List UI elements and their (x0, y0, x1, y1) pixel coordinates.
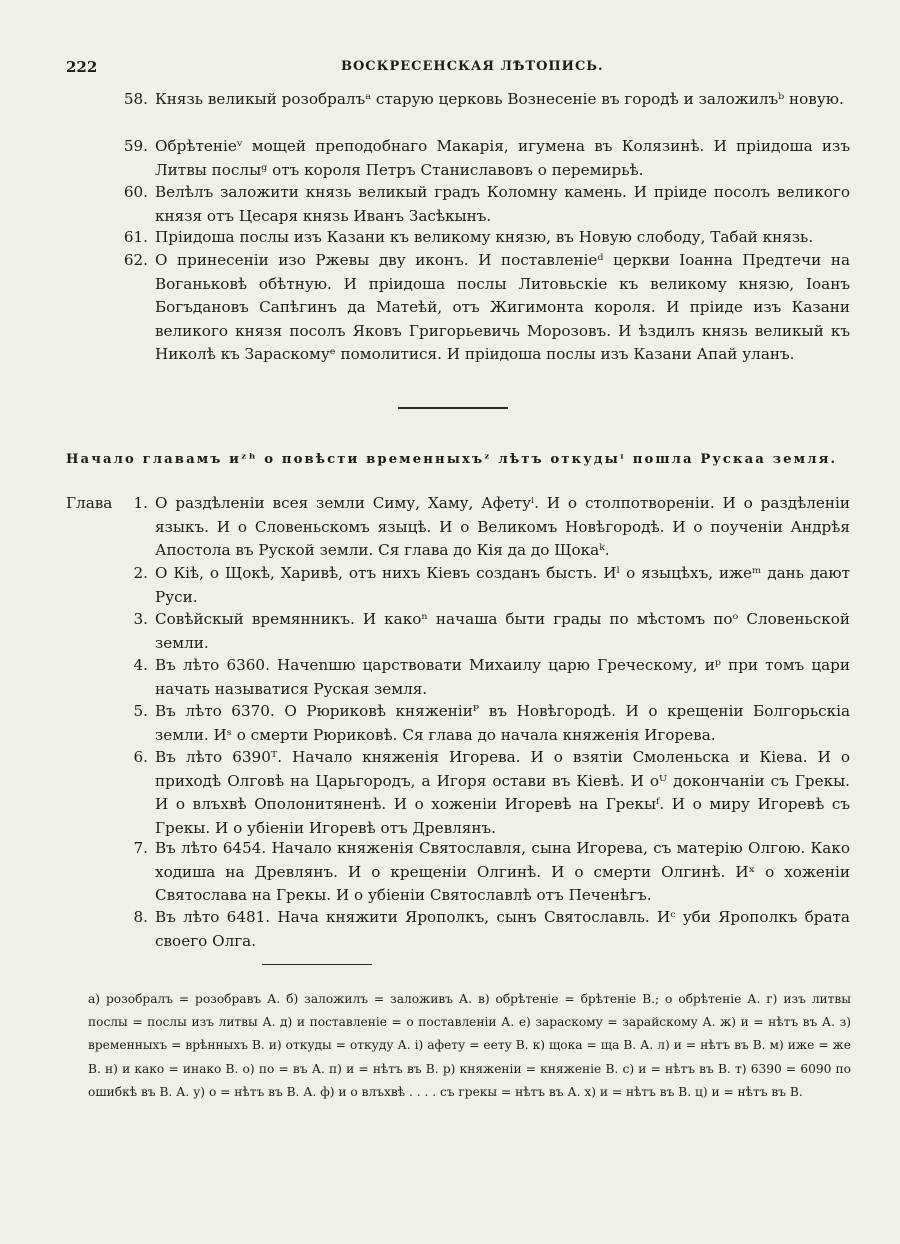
chapter-entry (108, 562, 850, 609)
entry-text: Князь великый розобралъᵃ старую церковь Вознесеніе въ городѣ и заложилъᵇ новую. (155, 90, 844, 108)
chapter-entry (108, 837, 850, 908)
chapter-number: 6. (133, 748, 148, 766)
chapter-entry (108, 654, 850, 701)
running-title: ВОСКРЕСЕНСКАЯ ЛѢТОПИСЬ. (341, 59, 604, 74)
chapter-number: 3. (133, 610, 148, 628)
annal-entry (108, 226, 850, 250)
chapter-number: 7. (133, 839, 148, 857)
annal-entry (108, 249, 850, 367)
entry-number: 59. (123, 137, 148, 155)
footnote-divider (262, 964, 372, 965)
page-header (66, 58, 836, 80)
chapter-text: Въ лѣто 6370. О Рюриковѣ княженіиᴾ въ Новѣгородѣ. И о крещеніи Болгорьскіа земли. Иˢ о смерти Рюриковѣ. Ся глава до начала княженія Игорева. (155, 702, 850, 744)
chapter-number: 2. (133, 564, 148, 582)
chapter-number: 8. (133, 908, 148, 926)
chapter-entry (108, 608, 850, 655)
chapter-number: 5. (133, 702, 148, 720)
section-title: Начало главамъ иᶻʰ о повѣсти временныхъᶻ лѣтъ откудыᶦ пошла Рускаа земля. (66, 452, 838, 467)
section-divider (398, 407, 508, 409)
entry-number: 61. (123, 228, 148, 246)
entry-text: Обрѣтеніеᵛ мощей преподобнаго Макарія, игумена въ Колязинѣ. И пріидоша изъ Литвы послыᵍ отъ короля Петръ Станиславовъ о перемирьѣ. (155, 137, 850, 179)
entry-number: 58. (123, 90, 148, 108)
annal-entry (108, 88, 850, 112)
chapter-number: 1. (133, 494, 148, 512)
chapter-entry (108, 700, 850, 747)
chapter-label: Глава (66, 494, 113, 512)
entry-text: Велѣлъ заложити князь великый градъ Коломну камень. И пріиде посолъ великого князя отъ Цесаря князь Иванъ Засѣкынъ. (155, 183, 850, 225)
annal-entry (108, 181, 850, 228)
chapter-text: Совѣйскый времянникъ. И какоⁿ начаша быти грады по мѣстомъ поᵒ Словеньской земли. (155, 610, 850, 652)
chapter-text: О раздѣленіи всея земли Симу, Хаму, Афетуⁱ. И о столпотвореніи. И о раздѣленіи языкъ. И о Словеньскомъ языцѣ. И о Великомъ Новѣгородѣ. И о поученіи Андрѣя Апостола въ Руской земли. Ся глава до Кія да до Щокаᵏ. (155, 494, 850, 560)
chapter-entry (108, 492, 850, 563)
chapter-text: Въ лѣто 6360. Начеnшю царствовати Михаилу царю Греческому, иᵖ при томъ цари начать называтися Руская земля. (155, 656, 850, 698)
chapter-text: Въ лѣто 6390ᵀ. Начало княженія Игорева. И о взятіи Смоленьска и Кіева. И о приходѣ Олговѣ на Царьгородъ, а Игоря остави въ Кіевѣ. И оᵁ докончаніи съ Грекы. И о влъхвѣ Ополонитяненѣ. И о хоженіи Игоревѣ на Грекыᶠ. И о миру Игоревѣ съ Грекы. И о убіеніи Игоревѣ отъ Древлянъ. (155, 748, 850, 837)
footnotes: а) розобралъ = розобравъ А. б) заложилъ = заложивъ А. в) обрѣтеніе = брѣтеніе В.; о обрѣтеніе А. г) изъ литвы послы = послы изъ литвы А. д) и поставленіе = о поставленіи А. е) зараскому = зарайскому А. ж) и = нѣтъ въ А. з) временныхъ = врѣнныхъ В. и) откуды = откуду А. і) афету = еету В. к) щока = ща В. А. л) и = нѣтъ въ В. м) иже = же В. н) и како = инако В. о) по = въ А. п) и = нѣтъ въ В. р) княженіи = княженіе В. с) и = нѣтъ въ В. т) 6390 = 6090 по ошибкѣ въ В. А. у) о = нѣтъ въ В. А. ф) и о влъхвѣ . . . . съ грекы = нѣтъ въ А. х) и = нѣтъ въ В. ц) и = нѣтъ въ В. (88, 992, 851, 1099)
page-number: 222 (66, 58, 98, 76)
chapter-text: О Кіѣ, о Щокѣ, Харивѣ, отъ нихъ Кіевъ созданъ бысть. Иˡ о языцѣхъ, ижеᵐ дань дают Руси. (155, 564, 850, 606)
chapter-text: Въ лѣто 6481. Нача княжити Ярополкъ, сынъ Святославль. Иᶜ уби Ярополкъ брата своего Олга. (155, 908, 850, 950)
chapter-number: 4. (133, 656, 148, 674)
entry-number: 60. (123, 183, 148, 201)
entry-number: 62. (123, 251, 148, 269)
entry-text: Пріидоша послы изъ Казани къ великому князю, въ Новую слободу, Табай князь. (155, 228, 814, 246)
annal-entry (108, 135, 850, 182)
chapter-entry (108, 906, 850, 953)
chapter-text: Въ лѣто 6454. Начало княженія Святославля, сына Игорева, съ матерію Олгою. Како ходиша на Древлянъ. И о крещеніи Олгинѣ. И о смерти Олгинѣ. Иˣ о хоженіи Святослава на Грекы. И о убіеніи Святославлѣ отъ Печенѣгъ. (155, 839, 850, 905)
chapter-entry (108, 746, 850, 840)
entry-text: О принесеніи изо Ржевы дву иконъ. И поставленіеᵈ церкви Іоанна Предтечи на Воганьковѣ обѣтную. И пріидоша послы Литовьскіе къ великому князю, Іоанъ Богъдановъ Сапѣгинъ да Матеѣй, отъ Жигимонта короля. И пріиде изъ Казани великого князя посолъ Яковъ Григорьевичь Морозовъ. И ѣздилъ князь великый къ Николѣ къ Зараскомуᵉ помолитися. И пріидоша послы изъ Казани Апай уланъ. (155, 251, 850, 364)
